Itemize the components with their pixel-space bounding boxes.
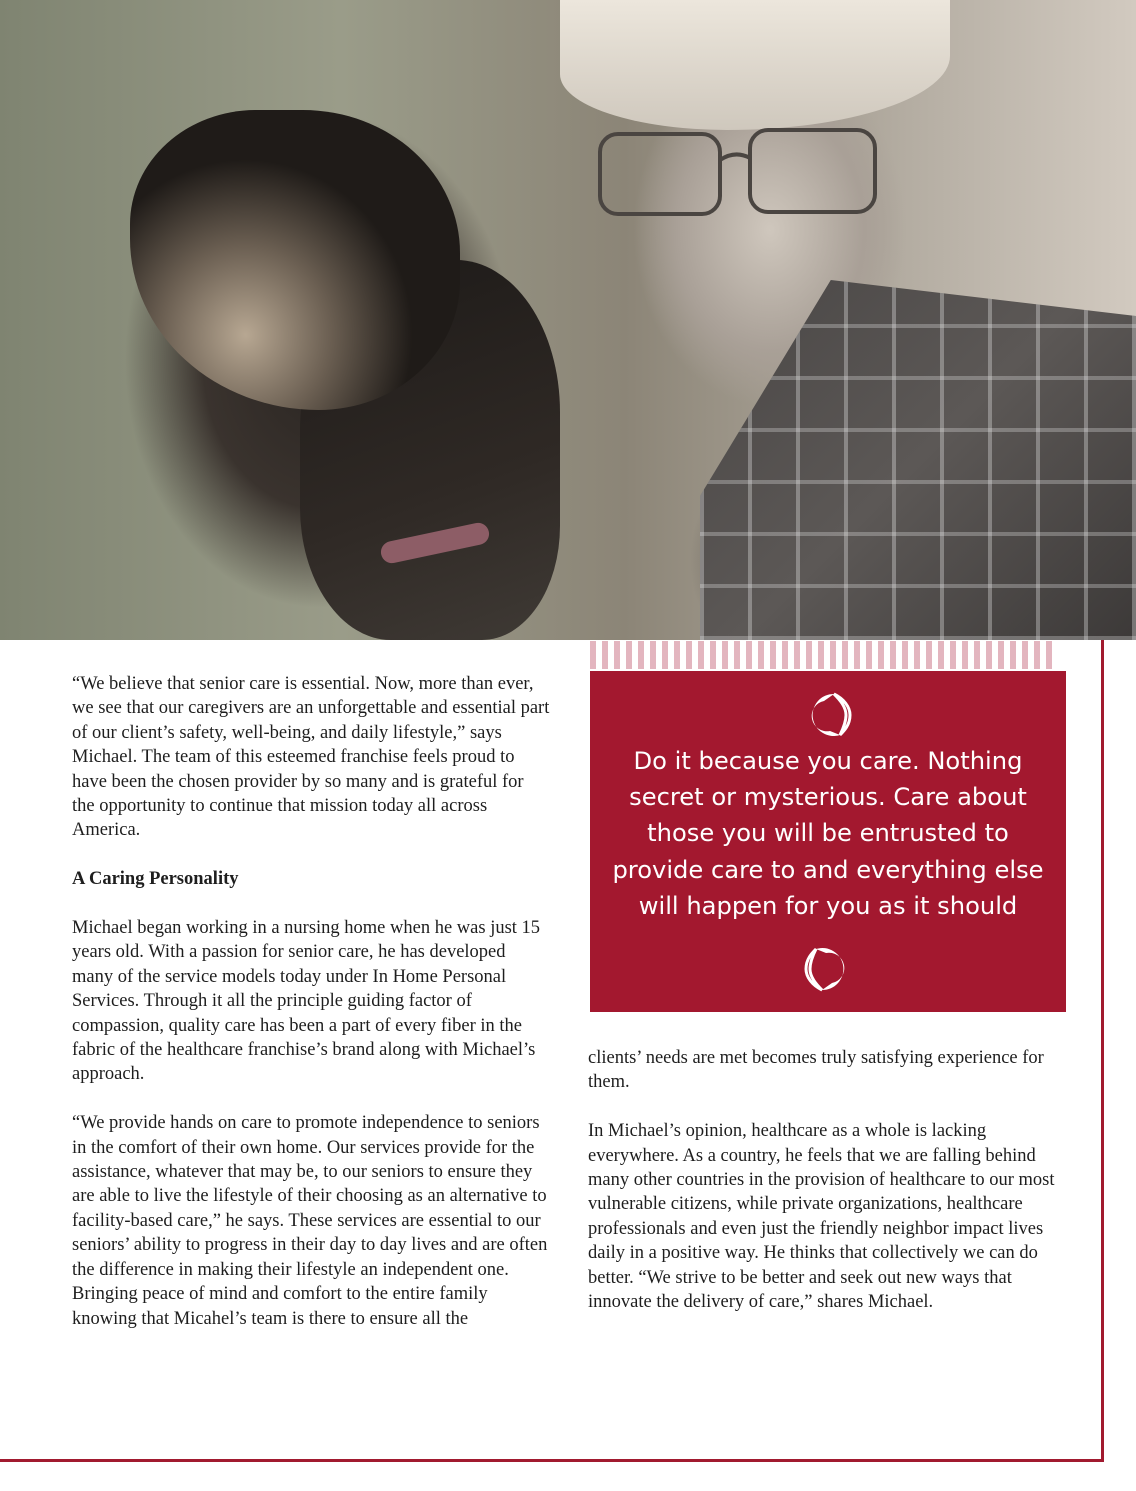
paragraph: “We believe that senior care is essential. Now, more than ever, we see that our caregivers are an unforgettable and essential part of our client’s safety, well-being, and daily lifestyle,” says Michael. The team of this esteemed franchise feels proud to have been the chosen provider by so many and is grateful for the opportunity to continue that mission today all across America. xyxy=(72,674,550,841)
quote-close-icon xyxy=(800,945,856,993)
pull-quote-box xyxy=(590,671,1066,1012)
hero-photo xyxy=(0,0,1136,640)
left-column xyxy=(72,672,550,1331)
dog-head xyxy=(130,110,460,410)
cap xyxy=(560,0,950,130)
plaid-jacket xyxy=(700,280,1136,640)
quote-open-icon xyxy=(800,691,856,739)
glasses-icon xyxy=(580,120,890,230)
paragraph: “We provide hands on care to promote independence to seniors in the comfort of their own home. Our services provide for the assistance, whatever that may be, to our seniors to ensure they are able to live the lifestyle of their choosing as an alternative to facility-based care,” he says. These services are essential to our seniors’ ability to progress in their day to day lives and are often the difference in making their lifestyle an independent one. Bringing peace of mind and comfort to the entire family knowing that Micahel’s team is there to ensure all the xyxy=(72,1113,548,1329)
frame-right-line xyxy=(1101,640,1104,1462)
section-heading: A Caring Personality xyxy=(72,869,239,890)
stripe-band xyxy=(590,641,1056,669)
frame-bottom-line xyxy=(0,1459,1104,1462)
pull-quote-text: Do it because you care. Nothing secret or mysterious. Care about those you will be entrusted to provide care to and everything else will happen for you as it should xyxy=(612,747,1044,920)
right-column xyxy=(588,1046,1066,1314)
paragraph: clients’ needs are met becomes truly satisfying experience for them. xyxy=(588,1048,1044,1093)
paragraph: In Michael’s opinion, healthcare as a whole is lacking everywhere. As a country, he feels that we are falling behind many other countries in the provision of healthcare to our most vulnerable citizens, while private organizations, healthcare professionals and even just the friendly neighbor impact lives daily in a positive way. He thinks that collectively we can do better. “We strive to be better and seek out new ways that innovate the delivery of care,” shares Michael. xyxy=(588,1121,1055,1313)
paragraph: Michael began working in a nursing home when he was just 15 years old. With a passion for senior care, he has developed many of the service models today under In Home Personal Services. Through it all the principle guiding factor of compassion, quality care has been a part of every fiber in the fabric of the healthcare franchise’s brand along with Michael’s approach. xyxy=(72,918,541,1085)
